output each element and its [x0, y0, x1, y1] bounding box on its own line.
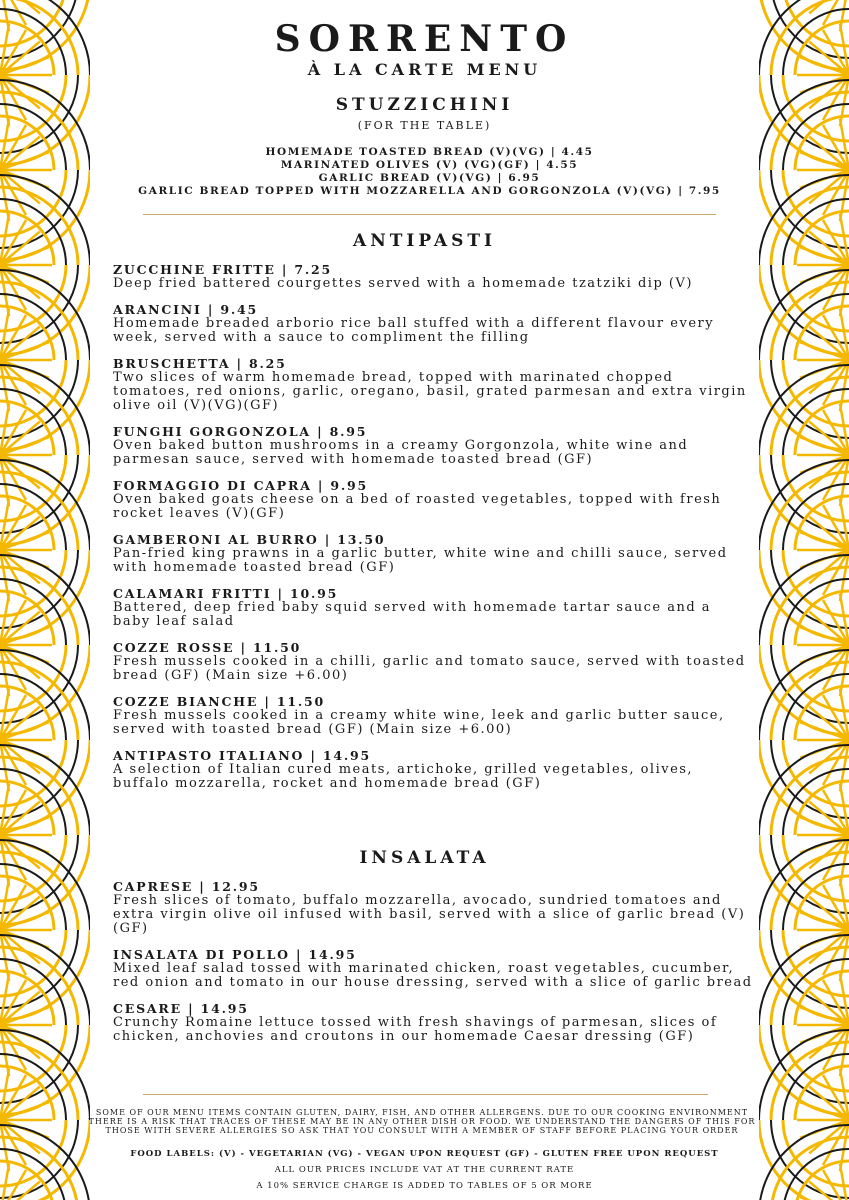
- menu-item-description: Fresh mussels cooked in a chilli, garlic and tomato sauce, served with toasted bread (GF) (Main size +6.00): [113, 654, 746, 683]
- fan-pattern: [0, 0, 90, 1200]
- menu-item: [113, 425, 754, 467]
- menu-item-name: ZUCCHINE FRITTE | 7.25: [113, 262, 332, 277]
- menu-item-description: Deep fried battered courgettes served with a homemade tzatziki dip (V): [113, 276, 693, 291]
- stuzzichini-list: [85, 146, 774, 198]
- menu-item: [113, 263, 754, 291]
- menu-item: [113, 587, 754, 629]
- antipasti-list: [113, 263, 754, 803]
- menu-item: [113, 880, 754, 936]
- stuzzichini-item: GARLIC BREAD (V)(VG) | 6.95: [318, 172, 541, 184]
- menu-item-description: Fresh mussels cooked in a creamy white wine, leek and garlic butter sauce, served with toasted bread (GF) (Main size +6.00): [113, 708, 725, 737]
- section-title-insalata: INSALATA: [359, 848, 490, 868]
- menu-item: [113, 1002, 754, 1044]
- menu-item: [113, 948, 754, 990]
- menu-item-description: Homemade breaded arborio rice ball stuffed with a different flavour every week, served with a sauce to compliment the filling: [113, 316, 715, 345]
- menu-item: [113, 749, 754, 791]
- fan-motif: [0, 1030, 90, 1200]
- stuzzichini-item: MARINATED OLIVES (V) (VG)(GF) | 4.55: [280, 159, 579, 171]
- menu-item: [113, 533, 754, 575]
- decorative-border-left: [0, 0, 90, 1200]
- menu-item: [113, 479, 754, 521]
- menu-item-description: A selection of Italian cured meats, artichoke, grilled vegetables, olives, buffalo mozzarella, rocket and homemade bread (GF): [113, 762, 694, 791]
- restaurant-name: SORRENTO: [274, 18, 575, 60]
- insalata-list: [113, 880, 754, 1056]
- menu-item: [113, 641, 754, 683]
- menu-item-name: COZZE ROSSE | 11.50: [113, 640, 302, 655]
- service-charge-notice: A 10% SERVICE CHARGE IS ADDED TO TABLES OF 5 OR MORE: [256, 1181, 593, 1191]
- menu-item-name: FORMAGGIO DI CAPRA | 9.95: [113, 478, 368, 493]
- allergen-notice: SOME OF OUR MENU ITEMS CONTAIN GLUTEN, DAIRY, FISH, AND OTHER ALLERGENS. DUE TO OUR COOKING ENVIRONMENT THERE IS A RISK THAT TRACES OF THESE MAY BE IN ANy OTHER DISH OR FOOD. WE UNDERSTAND THE DANGERS OF THIS FOR THOSE WITH SEVERE ALLERGIES SO ASK THAT YOU CONSULT WITH A MEMBER OF STAFF BEFORE PLACING YOUR ORDER: [88, 1108, 756, 1135]
- menu-item-description: Fresh slices of tomato, buffalo mozzarella, avocado, sundried tomatoes and extra virgin olive oil infused with basil, served with a slice of garlic bread (V)(GF): [113, 893, 746, 936]
- section-subtitle-stuzzichini: (FOR THE TABLE): [357, 119, 492, 132]
- menu-item: [113, 357, 754, 413]
- menu-item-description: Two slices of warm homemade bread, topped with marinated chopped tomatoes, red onions, garlic, oregano, basil, grated parmesan and extra virgin olive oil (V)(VG)(GF): [113, 370, 747, 413]
- menu-item-name: ARANCINI | 9.45: [113, 302, 258, 317]
- section-title-stuzzichini: STUZZICHINI: [335, 95, 514, 115]
- menu-item-name: CAPRESE | 12.95: [113, 879, 260, 894]
- vat-notice: ALL OUR PRICES INCLUDE VAT AT THE CURRENT RATE: [274, 1165, 575, 1175]
- menu-item: [113, 303, 754, 345]
- stuzzichini-item: HOMEMADE TOASTED BREAD (V)(VG) | 4.45: [265, 146, 594, 158]
- menu-item-name: COZZE BIANCHE | 11.50: [113, 694, 325, 709]
- divider: [143, 214, 716, 215]
- food-labels: FOOD LABELS: (V) - VEGETARIAN (VG) - VEGAN UPON REQUEST (GF) - GLUTEN FREE UPON REQUEST: [130, 1149, 719, 1159]
- fan-motif: [759, 1030, 849, 1200]
- menu-item: [113, 695, 754, 737]
- menu-item-name: CESARE | 14.95: [113, 1001, 249, 1016]
- menu-item-name: ANTIPASTO ITALIANO | 14.95: [113, 748, 372, 763]
- menu-item-name: FUNGHI GORGONZOLA | 8.95: [113, 424, 368, 439]
- menu-item-description: Pan-fried king prawns in a garlic butter, white wine and chilli sauce, served with homemade toasted bread (GF): [113, 546, 728, 575]
- menu-item-description: Battered, deep fried baby squid served with homemade tartar sauce and a baby leaf salad: [113, 600, 712, 629]
- section-title-antipasti: ANTIPASTI: [353, 231, 496, 251]
- menu-item-name: CALAMARI FRITTI | 10.95: [113, 586, 339, 601]
- menu-item-description: Oven baked button mushrooms in a creamy Gorgonzola, white wine and parmesan sauce, served with homemade toasted bread (GF): [113, 438, 689, 467]
- menu-item-description: Mixed leaf salad tossed with marinated chicken, roast vegetables, cucumber, red onion and tomato in our house dressing, served with a slice of garlic bread: [113, 961, 753, 990]
- divider: [143, 1094, 708, 1095]
- menu-item-name: INSALATA DI POLLO | 14.95: [113, 947, 357, 962]
- menu-item-description: Crunchy Romaine lettuce tossed with fresh shavings of parmesan, slices of chicken, anchovies and croutons in our homemade Caesar dressing (GF): [113, 1015, 718, 1044]
- menu-item-name: GAMBERONI AL BURRO | 13.50: [113, 532, 386, 547]
- menu-item-name: BRUSCHETTA | 8.25: [113, 356, 287, 371]
- menu-content: [88, 0, 756, 1200]
- menu-item-description: Oven baked goats cheese on a bed of roasted vegetables, topped with fresh rocket leaves (V)(GF): [113, 492, 722, 521]
- menu-subtitle: À LA CARTE MENU: [307, 60, 542, 79]
- stuzzichini-item: GARLIC BREAD TOPPED WITH MOZZARELLA AND GORGONZOLA (V)(VG) | 7.95: [138, 185, 721, 197]
